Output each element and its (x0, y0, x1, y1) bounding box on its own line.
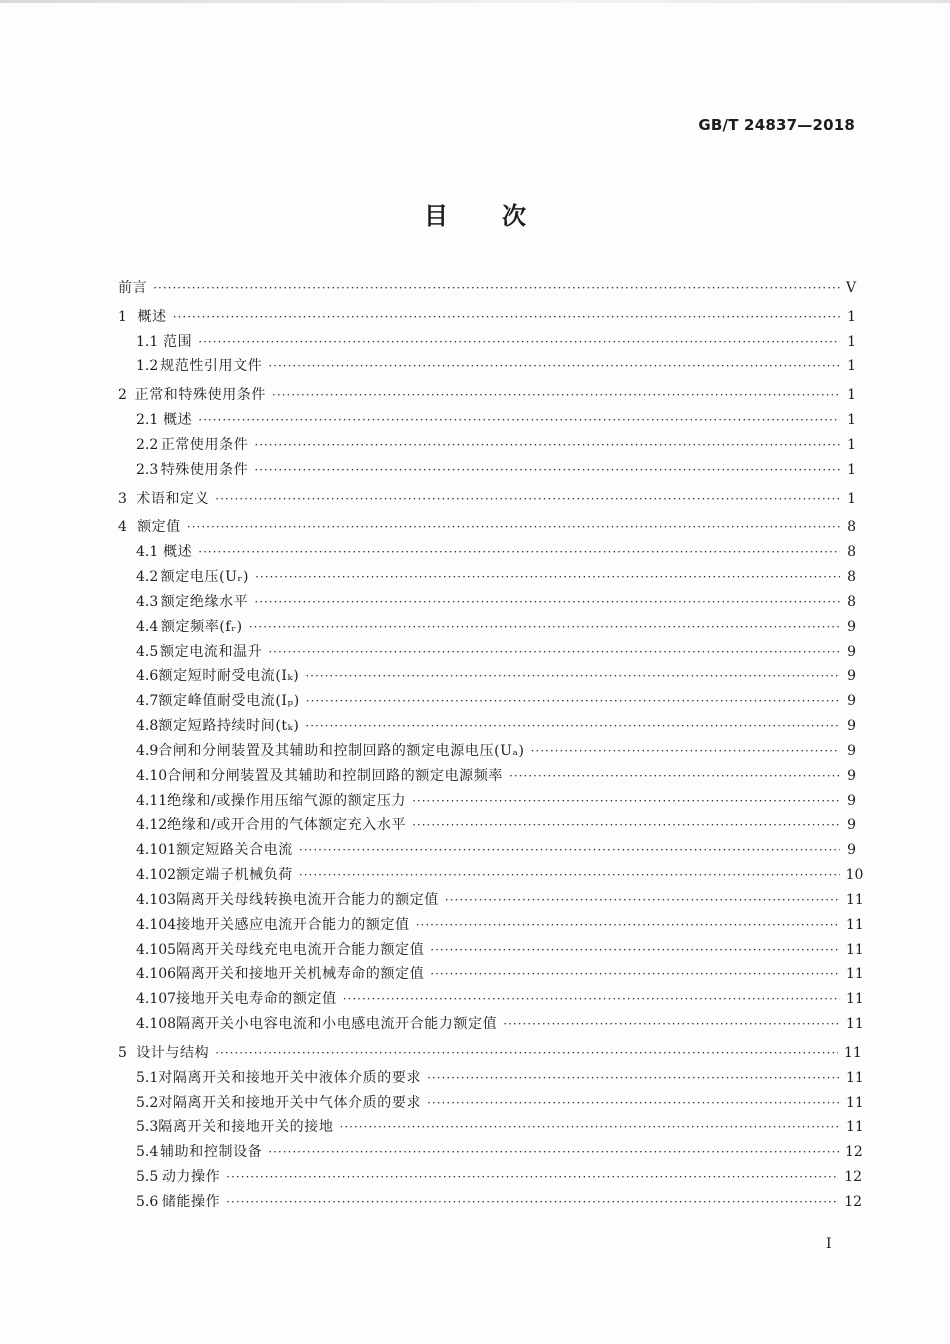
toc-entry-number: 4.10 (136, 767, 168, 784)
toc-entry-number: 2 (118, 387, 127, 404)
toc-entry-page: 11 (846, 1094, 864, 1111)
toc-entry-title: 额定峰值耐受电流(Iₚ) (158, 693, 300, 710)
toc-entry-number: 5 (118, 1044, 127, 1061)
toc-entry-number: 4.6 (136, 668, 159, 685)
toc-entry[interactable] (118, 1068, 864, 1093)
dot-leader (272, 385, 840, 405)
dot-leader (412, 815, 840, 835)
toc-entry-title: 绝缘和/或开合用的气体额定充入水平 (167, 817, 407, 834)
dot-leader (226, 1167, 838, 1187)
toc-entry-title: 辅助和控制设备 (160, 1144, 263, 1161)
toc-entry-number: 4.101 (136, 842, 177, 859)
toc-entry[interactable] (118, 989, 864, 1014)
toc-entry-number: 5.4 (136, 1144, 159, 1161)
dot-leader (299, 840, 840, 860)
toc-entry-title: 隔离开关和接地开关的接地 (158, 1119, 334, 1136)
toc-entry-page: 9 (847, 718, 856, 735)
toc-entry-title: 额定绝缘水平 (160, 593, 249, 610)
toc-entry[interactable] (118, 1167, 863, 1192)
toc-entry-page: 12 (845, 1144, 863, 1161)
toc-entry-number: 2.1 (136, 412, 159, 429)
toc-entry-title: 隔离开关母线转换电流开合能力的额定值 (176, 891, 439, 908)
dot-leader (198, 542, 840, 562)
toc-entry[interactable] (118, 1039, 862, 1068)
dot-leader (187, 517, 840, 537)
toc-entry-page: 12 (844, 1193, 863, 1210)
toc-entry[interactable] (118, 410, 856, 435)
toc-entry-page: 1 (847, 436, 856, 453)
toc-entry-title: 概述 (163, 544, 193, 561)
dot-leader (509, 766, 840, 786)
toc-entry-title: 正常使用条件 (160, 436, 249, 453)
dot-leader (254, 592, 840, 612)
toc-entry-page: 1 (847, 333, 856, 350)
toc-entry-page: 8 (847, 569, 856, 586)
toc-entry[interactable] (118, 435, 856, 460)
dot-leader (306, 691, 840, 711)
toc-entry-number: 4.4 (136, 618, 159, 635)
toc-entry[interactable] (118, 485, 856, 514)
dot-leader (299, 865, 840, 885)
toc-entry-page: 11 (846, 1016, 864, 1033)
dot-leader (249, 617, 840, 637)
toc-entry-title: 接地开关电寿命的额定值 (176, 991, 337, 1008)
toc-entry-page: 1 (847, 490, 856, 507)
toc-entry-title: 特殊使用条件 (160, 461, 249, 478)
toc-entry-page: 11 (846, 1069, 864, 1086)
toc-entry-number: 4.108 (136, 1016, 177, 1033)
toc-entry[interactable] (118, 741, 856, 766)
toc-entry-page: 11 (846, 1119, 864, 1136)
toc-entry-page: 12 (844, 1168, 863, 1185)
dot-leader (339, 1117, 840, 1137)
dot-leader (268, 642, 840, 662)
footer-page-number: I (826, 1236, 832, 1252)
toc-entry-number: 4.12 (136, 817, 168, 834)
dot-leader (445, 890, 840, 910)
toc-entry-number: 4.5 (136, 643, 159, 660)
toc-entry-title: 额定短路持续时间(tₖ) (158, 718, 300, 735)
toc-entry-number: 4.11 (136, 792, 168, 809)
dot-leader (430, 940, 840, 960)
toc-entry[interactable] (118, 592, 856, 617)
toc-entry-page: 9 (847, 817, 856, 834)
toc-entry-number: 4.9 (136, 742, 159, 759)
toc-entry[interactable] (118, 766, 856, 791)
toc-entry[interactable] (118, 1014, 864, 1039)
toc-entry-number: 4.107 (136, 991, 177, 1008)
toc-entry-title: 术语和定义 (136, 490, 210, 507)
toc-entry-number: 4.3 (136, 593, 159, 610)
dot-leader (427, 1068, 840, 1088)
toc-entry-page: 1 (847, 461, 856, 478)
toc-entry[interactable] (118, 815, 856, 840)
toc-entry-title: 接地开关感应电流开合能力的额定值 (176, 916, 410, 933)
toc-entry[interactable] (118, 1192, 863, 1217)
toc-entry-number: 2.3 (136, 461, 159, 478)
toc-entry-number: 3 (118, 490, 127, 507)
toc-entry-number: 4.8 (136, 718, 159, 735)
toc-entry[interactable] (118, 840, 856, 865)
toc-entry[interactable] (118, 542, 856, 567)
dot-leader (305, 666, 840, 686)
toc-entry-number: 5.6 (136, 1193, 159, 1210)
toc-entry-number: 4.2 (136, 569, 159, 586)
toc-entry-page: 11 (846, 916, 864, 933)
dot-leader (226, 1192, 838, 1212)
dot-leader (416, 915, 840, 935)
toc-entry-title: 额定端子机械负荷 (176, 867, 293, 884)
toc-entry-page: 9 (847, 767, 856, 784)
toc-entry[interactable] (118, 274, 856, 303)
toc-entry[interactable] (118, 332, 856, 357)
toc-entry-title: 额定值 (137, 519, 181, 536)
toc-entry[interactable] (118, 915, 864, 940)
toc-entry-number: 5.2 (136, 1094, 159, 1111)
toc-entry-page: V (846, 280, 857, 296)
toc-entry-page: 8 (847, 593, 856, 610)
toc-entry[interactable] (118, 460, 856, 485)
toc-entry-page: 1 (847, 308, 856, 325)
table-of-contents (118, 274, 864, 1217)
dot-leader (254, 435, 840, 455)
toc-entry-title: 额定频率(fᵣ) (160, 618, 243, 635)
dot-leader (255, 567, 840, 587)
dot-leader (427, 1093, 840, 1113)
toc-entry-title: 规范性引用文件 (160, 358, 263, 375)
toc-entry-number: 4.102 (136, 867, 177, 884)
toc-entry-title: 隔离开关小电容电流和小电感电流开合能力额定值 (176, 1016, 498, 1033)
toc-entry-title: 隔离开关和接地开关机械寿命的额定值 (176, 966, 425, 983)
toc-entry-title: 动力操作 (161, 1168, 221, 1185)
toc-entry-title: 范围 (163, 333, 193, 350)
dot-leader (305, 716, 840, 736)
toc-entry-number: 1.1 (136, 333, 159, 350)
toc-entry-page: 1 (847, 358, 856, 375)
toc-entry[interactable] (118, 567, 856, 592)
toc-entry-title: 合闸和分闸装置及其辅助和控制回路的额定电源电压(Uₐ) (158, 742, 525, 759)
toc-entry-page: 9 (847, 643, 856, 660)
toc-entry-page: 9 (847, 618, 856, 635)
toc-entry-title: 合闸和分闸装置及其辅助和控制回路的额定电源频率 (167, 767, 503, 784)
toc-entry-page: 9 (847, 842, 856, 859)
standard-number: GB/T 24837—2018 (698, 116, 855, 134)
toc-entry-title: 概述 (137, 308, 167, 325)
toc-entry-number: 4.104 (136, 916, 177, 933)
toc-entry-title: 正常和特殊使用条件 (134, 387, 266, 404)
toc-entry-page: 11 (846, 891, 864, 908)
toc-entry-page: 11 (846, 991, 864, 1008)
toc-entry-number: 4.1 (136, 544, 159, 561)
toc-entry[interactable] (118, 381, 856, 410)
toc-entry-page: 9 (847, 668, 856, 685)
dot-leader (198, 410, 840, 430)
dot-leader (215, 489, 840, 509)
dot-leader (430, 964, 840, 984)
toc-entry[interactable] (118, 716, 856, 741)
toc-entry-page: 11 (843, 1044, 862, 1061)
toc-entry[interactable] (118, 691, 856, 716)
toc-entry-title: 储能操作 (161, 1193, 221, 1210)
scan-top-edge (0, 0, 950, 3)
toc-entry-title: 对隔离开关和接地开关中气体介质的要求 (158, 1094, 422, 1111)
toc-entry-number: 2.2 (136, 436, 159, 453)
toc-entry-title: 对隔离开关和接地开关中液体介质的要求 (158, 1069, 422, 1086)
toc-entry-title: 前言 (118, 280, 148, 296)
toc-entry-page: 8 (847, 519, 856, 536)
toc-entry[interactable] (118, 1117, 864, 1142)
toc-entry[interactable] (118, 890, 864, 915)
toc-entry[interactable] (118, 666, 856, 691)
toc-entry[interactable] (118, 791, 856, 816)
dot-leader (531, 741, 840, 761)
toc-entry-number: 4.7 (136, 693, 159, 710)
toc-entry-page: 10 (845, 867, 864, 884)
toc-entry-number: 5.1 (136, 1069, 159, 1086)
dot-leader (503, 1014, 840, 1034)
toc-entry-page: 11 (846, 941, 864, 958)
dot-leader (268, 1142, 839, 1162)
toc-entry-number: 4 (118, 519, 127, 536)
toc-entry-page: 11 (846, 966, 864, 983)
toc-entry-title: 额定电压(Uᵣ) (160, 569, 250, 586)
toc-entry-number: 4.105 (136, 941, 177, 958)
dot-leader (198, 332, 840, 352)
dot-leader (343, 989, 840, 1009)
toc-entry-number: 5.3 (136, 1119, 159, 1136)
toc-entry-number: 4.103 (136, 891, 177, 908)
toc-entry-title: 额定电流和温升 (160, 643, 263, 660)
dot-leader (173, 307, 840, 327)
toc-entry[interactable] (118, 964, 864, 989)
toc-entry-title: 额定短时耐受电流(Iₖ) (158, 668, 300, 685)
toc-entry[interactable] (118, 356, 856, 381)
toc-entry-page: 8 (847, 544, 856, 561)
toc-entry[interactable] (118, 1093, 864, 1118)
toc-entry-title: 设计与结构 (136, 1044, 210, 1061)
toc-entry-title: 绝缘和/或操作用压缩气源的额定压力 (167, 792, 407, 809)
dot-leader (268, 356, 840, 376)
toc-entry-number: 5.5 (136, 1168, 159, 1185)
toc-entry[interactable] (118, 513, 856, 542)
toc-entry[interactable] (118, 940, 864, 965)
toc-entry-number: 1.2 (136, 358, 159, 375)
toc-entry[interactable] (118, 1142, 863, 1167)
toc-entry-title: 额定短路关合电流 (176, 842, 293, 859)
dot-leader (153, 278, 840, 298)
toc-entry-title: 概述 (163, 412, 193, 429)
toc-entry-page: 1 (847, 412, 856, 429)
toc-entry[interactable] (118, 617, 856, 642)
dot-leader (254, 460, 840, 480)
toc-entry-page: 9 (847, 792, 856, 809)
toc-entry-page: 1 (847, 387, 856, 404)
toc-entry[interactable] (118, 865, 864, 890)
toc-entry[interactable] (118, 303, 856, 332)
toc-entry-number: 4.106 (136, 966, 177, 983)
toc-entry-title: 隔离开关母线充电电流开合能力额定值 (176, 941, 425, 958)
dot-leader (215, 1043, 838, 1063)
toc-entry-number: 1 (118, 308, 127, 325)
toc-entry-page: 9 (847, 742, 856, 759)
toc-entry-page: 9 (847, 693, 856, 710)
dot-leader (412, 791, 840, 811)
toc-entry[interactable] (118, 642, 856, 667)
page-title: 目次 (424, 202, 580, 230)
